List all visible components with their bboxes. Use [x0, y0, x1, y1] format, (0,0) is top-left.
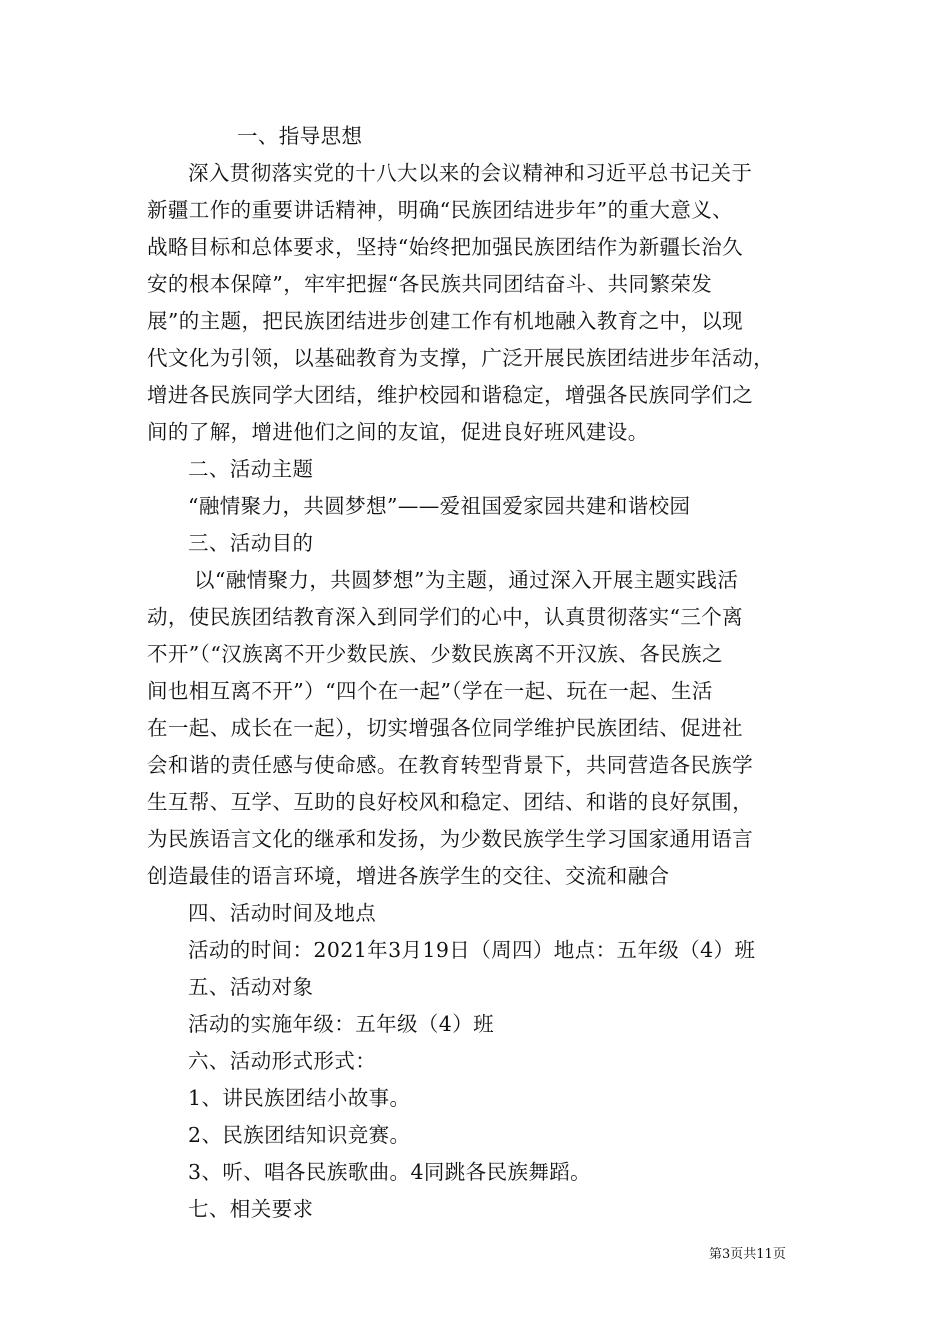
paragraph-line: 间也相互离不开”）“四个在一起”（学在一起、玩在一起、生活 [147, 679, 713, 703]
list-item: 2、民族团结知识竞赛。 [188, 1123, 411, 1147]
section-heading-time-place: 四、活动时间及地点 [188, 901, 377, 925]
paragraph-line: 为民族语言文化的继承和发扬，为少数民族学生学习国家通用语言 [147, 827, 754, 851]
paragraph-line: 代文化为引领，以基础教育为支撑，广泛开展民族团结进步年活动， [147, 346, 774, 370]
section-heading-activity-form: 六、活动形式形式： [188, 1049, 377, 1073]
paragraph-line: 安的根本保障”，牢牢把握“各民族共同团结奋斗、共同繁荣发 [147, 272, 713, 296]
paragraph-line: 动，使民族团结教育深入到同学们的心中，认真贯彻落实“三个离 [147, 605, 744, 629]
paragraph-line: 新疆工作的重要讲话精神，明确“民族团结进步年”的重大意义、 [147, 198, 734, 222]
paragraph-line: “融情聚力，共圆梦想”——爱祖国爱家园共建和谐校园 [188, 494, 691, 518]
paragraph-line: 以“融情聚力，共圆梦想”为主题，通过深入开展主题实践活 [194, 568, 739, 592]
page-number-footer: 第3页共11页 [709, 1247, 786, 1262]
paragraph-line: 活动的实施年级：五年级（4）班 [188, 1012, 495, 1036]
paragraph-line: 战略目标和总体要求，坚持“始终把加强民族团结作为新疆长治久 [147, 235, 744, 259]
paragraph-line: 生互帮、互学、互助的良好校风和稳定、团结、和谐的良好氛围， [147, 790, 754, 814]
paragraph-line: 间的了解，增进他们之间的友谊，促进良好班风建设。 [147, 420, 649, 444]
section-heading-activity-purpose: 三、活动目的 [188, 531, 314, 555]
list-item: 1、讲民族团结小故事。 [188, 1086, 411, 1110]
paragraph-line: 增进各民族同学大团结，维护校园和谐稳定，增强各民族同学们之 [147, 383, 754, 407]
paragraph-line: 创造最佳的语言环境，增进各族学生的交往、交流和融合 [147, 864, 670, 888]
section-heading-activity-theme: 二、活动主题 [188, 457, 314, 481]
paragraph-line: 会和谐的责任感与使命感。在教育转型背景下，共同营造各民族学 [147, 753, 754, 777]
document-body [147, 118, 807, 1228]
paragraph-line: 展”的主题，把民族团结进步创建工作有机地融入教育之中，以现 [147, 309, 744, 333]
paragraph-line: 不开”（“汉族离不开少数民族、少数民族离不开汉族、各民族之 [147, 642, 723, 666]
paragraph-line: 深入贯彻落实党的十八大以来的会议精神和习近平总书记关于 [188, 161, 753, 185]
list-item: 3、听、唱各民族歌曲。4同跳各民族舞蹈。 [188, 1160, 592, 1184]
paragraph-line: 活动的时间：2021年3月19日（周四）地点：五年级（4）班 [188, 938, 756, 962]
section-heading-activity-target: 五、活动对象 [188, 975, 314, 999]
paragraph-line: 在一起、成长在一起），切实增强各位同学维护民族团结、促进社 [147, 716, 743, 740]
section-heading-guiding-thought: 一、指导思想 [237, 124, 363, 148]
section-heading-requirements: 七、相关要求 [188, 1197, 314, 1221]
